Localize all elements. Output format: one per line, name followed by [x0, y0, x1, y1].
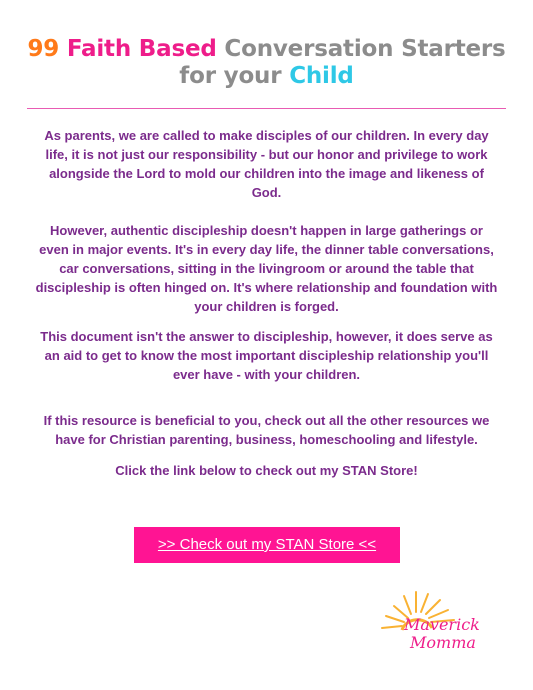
- title-conversation-starters: Conversation Starters: [224, 36, 506, 62]
- title-line-2: [0, 63, 533, 90]
- title-faith-based: Faith Based: [66, 36, 217, 62]
- stan-store-button[interactable]: >> Check out my STAN Store <<: [134, 527, 400, 563]
- document-purpose-paragraph: This document isn't the answer to discipleship, however, it does serve as an aid to get to know the most important discipleship relationship you'll ever have - with your children.: [40, 329, 493, 382]
- discipleship-paragraph: However, authentic discipleship doesn't happen in large gatherings or even in major events. It's in every day life, the dinner table conversations, car conversations, sitting in the livingroom or around the table that discipleship is often hinged on. It's where relationship and foundation with your children is forged.: [35, 223, 498, 314]
- title-line-1: [0, 36, 533, 63]
- logo-line-2: Momma: [410, 633, 476, 652]
- logo-line-1: Maverick: [404, 615, 480, 634]
- title-for-your: for your: [179, 63, 282, 89]
- resources-paragraph: If this resource is beneficial to you, check out all the other resources we have for Christian parenting, business, homeschooling and lifestyle.: [43, 413, 490, 447]
- link-instruction-paragraph: Click the link below to check out my STAN Store!: [115, 463, 418, 478]
- divider: [27, 108, 506, 109]
- page-title: [0, 36, 533, 90]
- title-child: Child: [289, 63, 354, 89]
- intro-paragraph: As parents, we are called to make disciples of our children. In every day life, it is not just our responsibility - but our honor and privilege to work alongside the Lord to mold our children into the image and likeness of God.: [44, 128, 489, 200]
- title-number: 99: [27, 36, 60, 62]
- maverick-momma-logo: [366, 586, 480, 658]
